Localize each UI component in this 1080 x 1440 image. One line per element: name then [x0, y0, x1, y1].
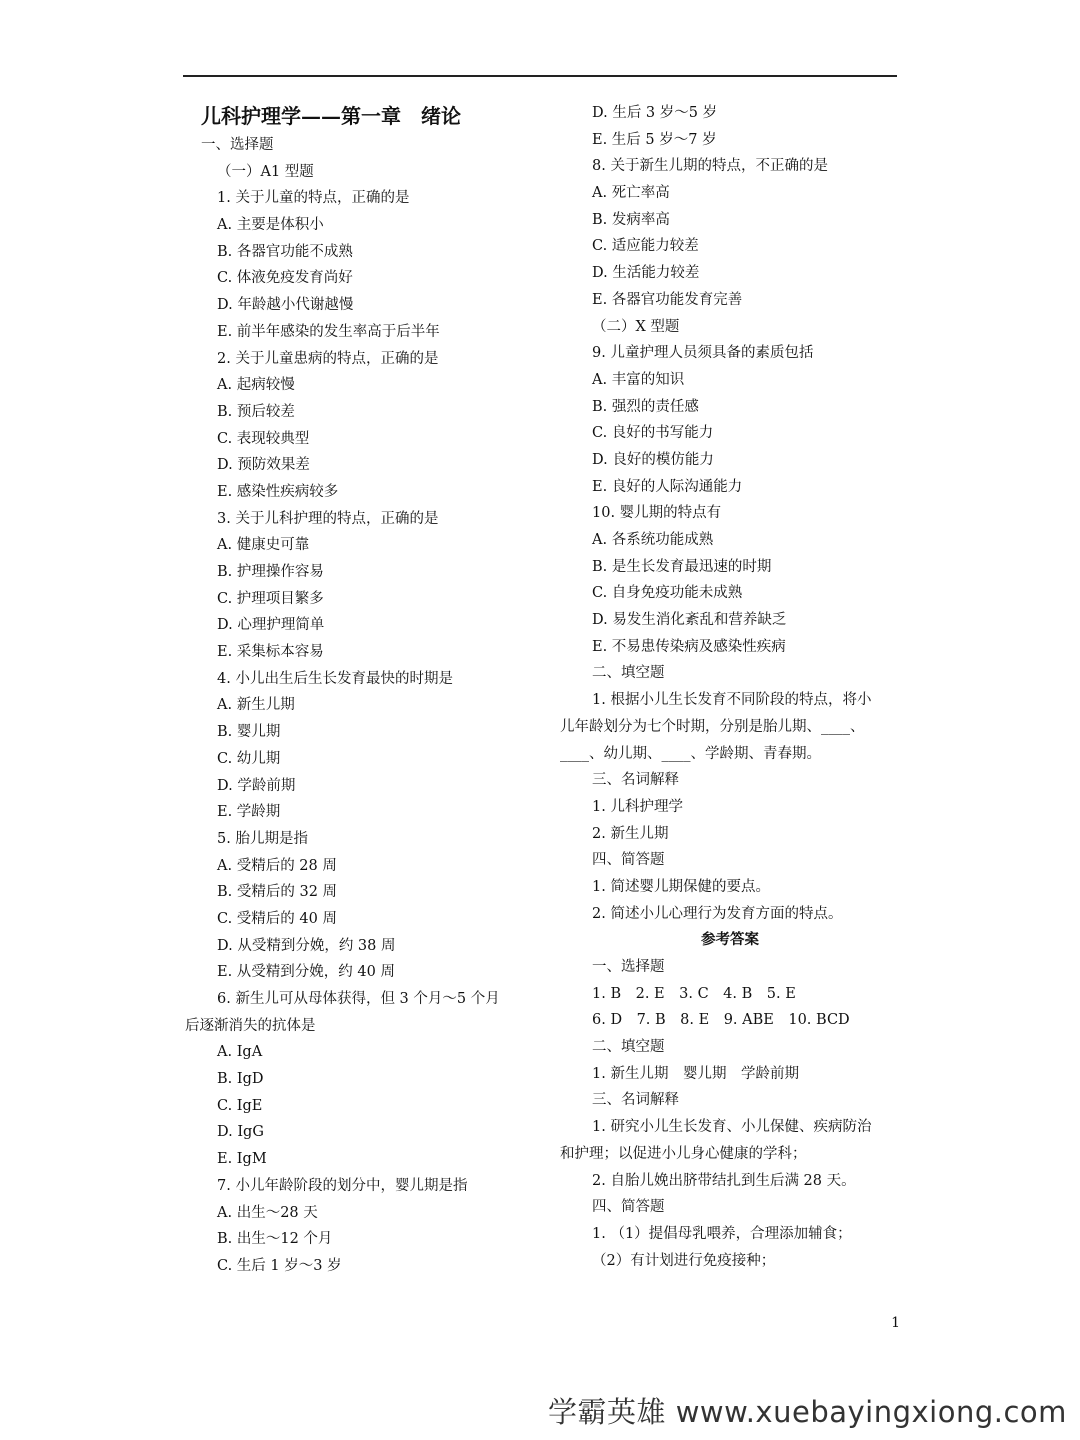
- text-line: 9. 儿童护理人员须具备的素质包括: [592, 345, 814, 362]
- text-line: A. 起病较慢: [217, 377, 295, 394]
- left-lines: [185, 132, 525, 1280]
- text-line: B. 受精后的 32 周: [217, 884, 338, 901]
- text-line: D. 良好的模仿能力: [592, 451, 714, 468]
- text-line: 一、选择题: [201, 137, 274, 153]
- text-line: A. 主要是体积小: [217, 217, 324, 234]
- text-line: E. IgM: [217, 1151, 267, 1168]
- text-line: 4. 小儿出生后生长发育最快的时期是: [217, 670, 453, 687]
- text-line: C. 良好的书写能力: [592, 425, 714, 442]
- text-line: 三、名词解释: [592, 772, 679, 789]
- text-line: B. 出生～12 个月: [217, 1231, 333, 1248]
- text-line: 6. 新生儿可从母体获得，但 3 个月～5 个月: [217, 991, 500, 1007]
- text-line: B. 婴儿期: [217, 724, 281, 741]
- right-lines: [560, 100, 900, 1274]
- text-line: D. IgG: [217, 1124, 264, 1141]
- text-line: B. 发病率高: [592, 211, 670, 228]
- text-line: C. 护理项目繁多: [217, 590, 324, 607]
- text-line: 8. 关于新生儿期的特点，不正确的是: [592, 158, 828, 175]
- text-line: 四、简答题: [592, 852, 665, 869]
- text-line: C. 受精后的 40 周: [217, 910, 337, 927]
- text-line: A. 健康史可靠: [217, 537, 310, 554]
- text-line: E. 前半年感染的发生率高于后半年: [217, 323, 440, 340]
- text-line: C. 生后 1 岁～3 岁: [217, 1257, 342, 1274]
- text-line: E. 感染性疾病较多: [217, 483, 339, 500]
- text-line: C. 体液免疫发育尚好: [217, 270, 353, 287]
- text-line: 和护理；以促进小儿身心健康的学科；: [560, 1145, 807, 1162]
- text-line: D. 从受精到分娩，约 38 周: [217, 937, 396, 954]
- text-line: D. 年龄越小代谢越慢: [217, 297, 354, 314]
- text-line: 7. 小儿年龄阶段的划分中，婴儿期是指: [217, 1177, 468, 1194]
- text-line: C. 自身免疫功能未成熟: [592, 585, 743, 602]
- text-line: 1. （1）提倡母乳喂养，合理添加辅食；: [592, 1225, 852, 1242]
- text-line: D. 学龄前期: [217, 777, 296, 794]
- text-line: B. IgD: [217, 1071, 264, 1088]
- text-line: A. 受精后的 28 周: [217, 857, 337, 874]
- text-line: 1. 儿科护理学: [592, 798, 683, 815]
- text-line: E. 各器官功能发育完善: [592, 291, 743, 308]
- text-line: A. 各系统功能成熟: [592, 532, 714, 548]
- text-line: 1. 关于儿童的特点，正确的是: [217, 190, 410, 207]
- text-line: A. 新生儿期: [217, 697, 295, 714]
- text-line: 3. 关于儿科护理的特点，正确的是: [217, 510, 439, 527]
- text-line: 1. 根据小儿生长发育不同阶段的特点，将小: [592, 692, 872, 709]
- text-line: C. IgE: [217, 1097, 263, 1114]
- left-column: [185, 100, 525, 1280]
- text-line: B. 是生长发育最迅速的时期: [592, 558, 772, 575]
- text-line: D. 心理护理简单: [217, 617, 325, 634]
- text-line: 6. D 7. B 8. E 9. ABE 10. BCD: [592, 1012, 850, 1029]
- text-line: D. 生活能力较差: [592, 265, 700, 282]
- text-line: B. 强烈的责任感: [592, 398, 699, 415]
- text-line: A. 出生～28 天: [217, 1204, 318, 1221]
- text-line: E. 生后 5 岁～7 岁: [592, 131, 717, 148]
- page-number: 1: [891, 1315, 900, 1331]
- text-line: E. 不易患传染病及感染性疾病: [592, 638, 786, 655]
- text-line: 一、选择题: [592, 959, 665, 975]
- text-line: C. 幼儿期: [217, 750, 281, 767]
- text-line: 四、简答题: [592, 1199, 665, 1216]
- text-line: 后逐渐消失的抗体是: [185, 1017, 316, 1034]
- text-line: 2. 新生儿期: [592, 825, 669, 842]
- section-heading: 参考答案: [701, 931, 759, 949]
- text-line: E. 良好的人际沟通能力: [592, 478, 743, 495]
- text-line: A. IgA: [217, 1044, 263, 1061]
- text-line: A. 丰富的知识: [592, 371, 685, 388]
- text-line: D. 预防效果差: [217, 457, 310, 474]
- text-line: 1. 研究小儿生长发育、小儿保健、疾病防治: [592, 1119, 872, 1136]
- text-line: （一）A1 型题: [217, 163, 314, 180]
- document-title: 儿科护理学——第一章 绪论: [201, 104, 461, 128]
- text-line: D. 易发生消化紊乱和营养缺乏: [592, 612, 787, 629]
- watermark: 学霸英雄 www.xuebayingxiong.com: [548, 1395, 1067, 1429]
- text-line: 1. B 2. E 3. C 4. B 5. E: [592, 985, 796, 1002]
- text-line: 三、名词解释: [592, 1092, 679, 1109]
- text-line: C. 表现较典型: [217, 430, 310, 447]
- text-line: 10. 婴儿期的特点有: [592, 505, 722, 522]
- text-line: C. 适应能力较差: [592, 238, 699, 255]
- text-line: 2. 自胎儿娩出脐带结扎到生后满 28 天。: [592, 1172, 856, 1189]
- text-line: 二、填空题: [592, 1039, 665, 1056]
- text-line: B. 护理操作容易: [217, 564, 324, 580]
- right-column: [560, 100, 900, 1274]
- text-line: D. 生后 3 岁～5 岁: [592, 105, 718, 121]
- text-line: B. 预后较差: [217, 403, 295, 420]
- header-rule: [183, 75, 897, 77]
- text-line: （二）X 型题: [592, 318, 680, 335]
- text-line: 1. 新生儿期 婴儿期 学龄前期: [592, 1065, 799, 1082]
- text-line: A. 死亡率高: [592, 185, 670, 202]
- text-line: 儿年龄划分为七个时期，分别是胎儿期、____、: [560, 718, 865, 735]
- text-line: E. 从受精到分娩，约 40 周: [217, 964, 395, 981]
- text-line: 5. 胎儿期是指: [217, 830, 308, 847]
- text-line: ____、幼儿期、____、学龄期、青春期。: [560, 745, 821, 762]
- text-line: 二、填空题: [592, 665, 665, 682]
- text-line: 2. 简述小儿心理行为发育方面的特点。: [592, 905, 843, 922]
- text-line: （2）有计划进行免疫接种；: [592, 1252, 776, 1269]
- text-line: 2. 关于儿童患病的特点，正确的是: [217, 350, 439, 367]
- text-line: E. 采集标本容易: [217, 644, 324, 661]
- text-line: E. 学龄期: [217, 804, 281, 821]
- text-line: 1. 简述婴儿期保健的要点。: [592, 878, 770, 895]
- text-line: B. 各器官功能不成熟: [217, 243, 353, 260]
